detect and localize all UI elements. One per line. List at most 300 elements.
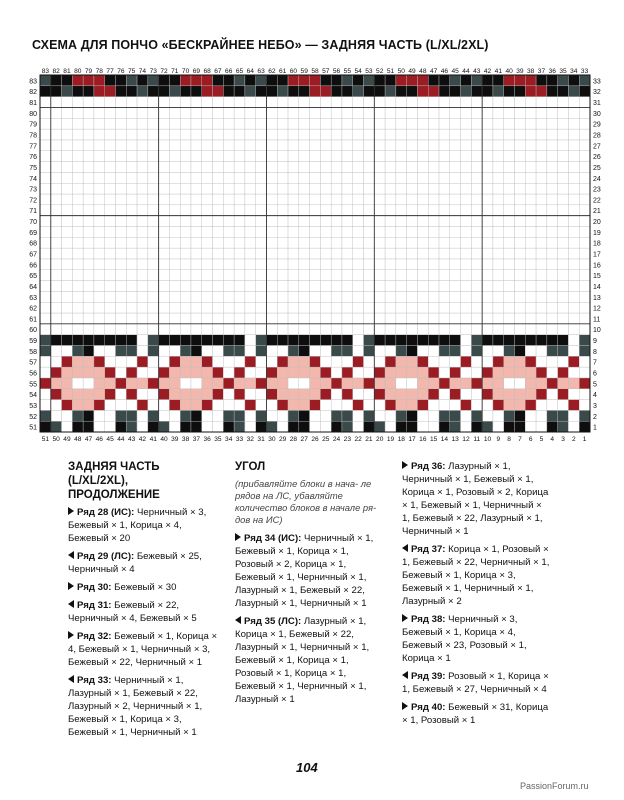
chart-cell	[202, 86, 213, 97]
chart-cell	[245, 367, 256, 378]
chart-cell	[407, 356, 418, 367]
chart-cell	[223, 367, 234, 378]
chart-cell	[126, 129, 137, 140]
chart-cell	[105, 140, 116, 151]
chart-cell	[94, 367, 105, 378]
chart-cell	[515, 345, 526, 356]
chart-cell	[234, 367, 245, 378]
chart-cell	[504, 237, 515, 248]
chart-cell	[364, 226, 375, 237]
chart-cell	[482, 107, 493, 118]
chart-cell	[148, 140, 159, 151]
chart-cell	[288, 389, 299, 400]
row-text: Бежевый × 1, Корица × 4, Бежевый × 1, Черничный × 3, Бежевый × 22, Черничный × 1	[68, 631, 218, 668]
chart-cell	[310, 140, 321, 151]
chart-cell	[40, 151, 51, 162]
chart-cell	[137, 259, 148, 270]
chart-cell	[439, 75, 450, 86]
chart-cell	[342, 313, 353, 324]
chart-cell	[450, 302, 461, 313]
chart-cell	[51, 421, 62, 432]
chart-cell	[202, 335, 213, 346]
chart-cell	[461, 107, 472, 118]
chart-cell	[234, 335, 245, 346]
row-label-right: 29	[593, 121, 601, 129]
chart-cell	[568, 356, 579, 367]
chart-cell	[40, 194, 51, 205]
chart-cell	[62, 129, 73, 140]
chart-cell	[256, 270, 267, 281]
chart-cell	[169, 129, 180, 140]
row-label-right: 33	[593, 78, 601, 86]
chart-cell	[180, 356, 191, 367]
chart-cell	[558, 205, 569, 216]
chart-cell	[115, 216, 126, 227]
chart-cell	[353, 140, 364, 151]
chart-cell	[579, 291, 590, 302]
chart-cell	[471, 118, 482, 129]
chart-cell	[374, 248, 385, 259]
chart-cell	[493, 118, 504, 129]
col-label-top: 57	[322, 68, 330, 75]
chart-cell	[417, 410, 428, 421]
chart-cell	[94, 237, 105, 248]
chart-cell	[525, 237, 536, 248]
chart-cell	[450, 421, 461, 432]
chart-cell	[72, 118, 83, 129]
chart-cell	[428, 345, 439, 356]
chart-cell	[331, 237, 342, 248]
chart-cell	[515, 129, 526, 140]
chart-cell	[536, 356, 547, 367]
chart-cell	[331, 345, 342, 356]
chart-cell	[331, 356, 342, 367]
chart-cell	[439, 378, 450, 389]
chart-cell	[374, 378, 385, 389]
chart-cell	[137, 140, 148, 151]
chart-cell	[191, 75, 202, 86]
chart-cell	[126, 75, 137, 86]
col-label-top: 47	[429, 68, 438, 75]
chart-cell	[94, 248, 105, 259]
chart-cell	[159, 270, 170, 281]
chart-cell	[515, 302, 526, 313]
chart-cell	[83, 205, 94, 216]
chart-cell	[515, 410, 526, 421]
chart-cell	[223, 291, 234, 302]
chart-cell	[547, 356, 558, 367]
chart-cell	[105, 205, 116, 216]
chart-cell	[51, 205, 62, 216]
chart-cell	[385, 291, 396, 302]
chart-cell	[579, 410, 590, 421]
chart-cell	[126, 205, 137, 216]
row-label-right: 7	[593, 359, 597, 367]
chart-cell	[159, 335, 170, 346]
chart-cell	[493, 421, 504, 432]
chart-cell	[299, 97, 310, 108]
chart-cell	[115, 86, 126, 97]
row-label-right: 14	[593, 283, 601, 291]
chart-cell	[536, 302, 547, 313]
chart-cell	[353, 248, 364, 259]
chart-cell	[51, 291, 62, 302]
chart-cell	[493, 345, 504, 356]
chart-cell	[234, 183, 245, 194]
chart-cell	[148, 237, 159, 248]
chart-cell	[439, 410, 450, 421]
chart-cell	[148, 162, 159, 173]
chart-cell	[126, 335, 137, 346]
chart-cell	[428, 270, 439, 281]
chart-cell	[353, 356, 364, 367]
chart-cell	[364, 313, 375, 324]
chart-cell	[320, 281, 331, 292]
chart-cell	[374, 75, 385, 86]
chart-cell	[299, 248, 310, 259]
chart-cell	[493, 205, 504, 216]
chart-cell	[417, 151, 428, 162]
chart-cell	[159, 118, 170, 129]
chart-cell	[105, 162, 116, 173]
chart-cell	[320, 302, 331, 313]
chart-cell	[288, 356, 299, 367]
chart-cell	[558, 129, 569, 140]
chart-cell	[310, 313, 321, 324]
chart-cell	[266, 216, 277, 227]
chart-cell	[202, 400, 213, 411]
chart-cell	[180, 237, 191, 248]
chart-cell	[299, 172, 310, 183]
instruction-row	[68, 630, 218, 669]
chart-cell	[169, 281, 180, 292]
chart-cell	[525, 226, 536, 237]
chart-cell	[234, 140, 245, 151]
chart-cell	[223, 302, 234, 313]
chart-cell	[40, 118, 51, 129]
chart-cell	[450, 151, 461, 162]
chart-cell	[310, 172, 321, 183]
chart-cell	[191, 162, 202, 173]
chart-cell	[568, 118, 579, 129]
chart-cell	[245, 216, 256, 227]
chart-cell	[191, 107, 202, 118]
chart-cell	[256, 248, 267, 259]
chart-cell	[245, 226, 256, 237]
chart-cell	[353, 410, 364, 421]
chart-cell	[320, 367, 331, 378]
chart-cell	[180, 216, 191, 227]
chart-cell	[396, 162, 407, 173]
chart-cell	[331, 140, 342, 151]
chart-cell	[385, 313, 396, 324]
chart-cell	[385, 259, 396, 270]
chart-cell	[450, 410, 461, 421]
chart-cell	[105, 194, 116, 205]
chart-cell	[202, 172, 213, 183]
chart-cell	[266, 335, 277, 346]
chart-cell	[547, 270, 558, 281]
chart-cell	[428, 216, 439, 227]
chart-cell	[482, 410, 493, 421]
chart-cell	[493, 302, 504, 313]
chart-cell	[353, 400, 364, 411]
chart-cell	[105, 226, 116, 237]
chart-cell	[266, 378, 277, 389]
chart-cell	[417, 291, 428, 302]
chart-cell	[266, 410, 277, 421]
chart-cell	[385, 86, 396, 97]
chart-cell	[450, 205, 461, 216]
chart-cell	[202, 248, 213, 259]
chart-cell	[439, 140, 450, 151]
chart-cell	[310, 410, 321, 421]
chart-cell	[213, 162, 224, 173]
chart-cell	[353, 75, 364, 86]
chart-cell	[331, 129, 342, 140]
chart-cell	[515, 162, 526, 173]
chart-cell	[547, 345, 558, 356]
chart-cell	[277, 140, 288, 151]
chart-cell	[83, 410, 94, 421]
chart-cell	[482, 345, 493, 356]
chart-cell	[568, 281, 579, 292]
col-label-top: 60	[289, 68, 298, 75]
chart-cell	[568, 324, 579, 335]
chart-cell	[245, 194, 256, 205]
chart-cell	[417, 205, 428, 216]
chart-cell	[547, 226, 558, 237]
chart-cell	[428, 183, 439, 194]
chart-cell	[320, 140, 331, 151]
col-label-bottom: 51	[41, 436, 50, 443]
row-label: Ряд 28 (ИС):	[77, 507, 135, 518]
chart-cell	[439, 248, 450, 259]
chart-cell	[515, 194, 526, 205]
chart-cell	[364, 378, 375, 389]
chart-cell	[417, 183, 428, 194]
col-label-bottom: 32	[246, 436, 254, 443]
chart-cell	[482, 97, 493, 108]
col-label-bottom: 36	[203, 436, 211, 443]
chart-cell	[159, 421, 170, 432]
chart-cell	[83, 367, 94, 378]
chart-cell	[148, 302, 159, 313]
chart-cell	[547, 194, 558, 205]
chart-cell	[83, 107, 94, 118]
chart-cell	[342, 400, 353, 411]
col-label-top: 75	[127, 68, 136, 75]
chart-cell	[385, 281, 396, 292]
chart-cell	[202, 270, 213, 281]
col-label-bottom: 13	[451, 436, 459, 443]
chart-cell	[471, 270, 482, 281]
chart-cell	[439, 237, 450, 248]
chart-cell	[320, 172, 331, 183]
chart-cell	[51, 389, 62, 400]
chart-cell	[245, 259, 256, 270]
chart-cell	[417, 313, 428, 324]
chart-cell	[568, 194, 579, 205]
chart-cell	[374, 367, 385, 378]
chart-cell	[568, 400, 579, 411]
chart-cell	[353, 172, 364, 183]
chart-cell	[266, 421, 277, 432]
chart-cell	[299, 291, 310, 302]
chart-cell	[137, 302, 148, 313]
chart-cell	[62, 183, 73, 194]
chart-cell	[234, 226, 245, 237]
chart-cell	[72, 324, 83, 335]
chart-cell	[536, 345, 547, 356]
chart-cell	[482, 140, 493, 151]
row-label-left: 73	[29, 186, 37, 194]
chart-cell	[159, 313, 170, 324]
row-label: Ряд 33:	[77, 675, 112, 686]
col-label-top: 38	[527, 68, 535, 75]
chart-cell	[245, 107, 256, 118]
chart-cell	[504, 162, 515, 173]
row-text: Бежевый × 25, Черничный × 4	[68, 551, 202, 575]
chart-cell	[62, 335, 73, 346]
chart-cell	[568, 226, 579, 237]
chart-cell	[450, 194, 461, 205]
chart-cell	[159, 162, 170, 173]
chart-cell	[105, 356, 116, 367]
chart-cell	[579, 367, 590, 378]
row-label-left: 53	[29, 402, 37, 410]
chart-cell	[558, 356, 569, 367]
chart-cell	[72, 216, 83, 227]
chart-cell	[536, 248, 547, 259]
chart-cell	[547, 216, 558, 227]
chart-cell	[493, 86, 504, 97]
chart-cell	[191, 281, 202, 292]
chart-cell	[94, 378, 105, 389]
chart-cell	[299, 162, 310, 173]
chart-cell	[277, 345, 288, 356]
chart-cell	[234, 270, 245, 281]
chart-cell	[471, 389, 482, 400]
chart-cell	[364, 324, 375, 335]
chart-cell	[126, 118, 137, 129]
chart-cell	[62, 248, 73, 259]
row-label-right: 32	[593, 89, 601, 97]
chart-cell	[266, 118, 277, 129]
chart-cell	[579, 270, 590, 281]
chart-cell	[461, 97, 472, 108]
chart-cell	[180, 86, 191, 97]
chart-cell	[515, 151, 526, 162]
chart-cell	[256, 389, 267, 400]
chart-cell	[461, 118, 472, 129]
col-label-top: 41	[494, 68, 503, 75]
chart-cell	[493, 324, 504, 335]
chart-cell	[310, 259, 321, 270]
row-label-left: 71	[29, 208, 37, 216]
chart-cell	[180, 205, 191, 216]
chart-cell	[493, 356, 504, 367]
chart-cell	[288, 118, 299, 129]
chart-cell	[515, 378, 526, 389]
chart-cell	[148, 151, 159, 162]
chart-cell	[115, 345, 126, 356]
chart-cell	[536, 162, 547, 173]
chart-cell	[83, 97, 94, 108]
col-label-top: 83	[41, 68, 50, 75]
chart-cell	[374, 302, 385, 313]
chart-cell	[169, 410, 180, 421]
chart-cell	[94, 107, 105, 118]
chart-cell	[213, 291, 224, 302]
chart-cell	[159, 172, 170, 183]
chart-cell	[450, 216, 461, 227]
chart-cell	[364, 410, 375, 421]
chart-cell	[180, 335, 191, 346]
chart-cell	[374, 335, 385, 346]
arrow-left-icon	[68, 600, 74, 608]
chart-cell	[180, 313, 191, 324]
chart-cell	[202, 107, 213, 118]
chart-cell	[342, 237, 353, 248]
chart-cell	[126, 356, 137, 367]
chart-cell	[331, 281, 342, 292]
chart-cell	[439, 172, 450, 183]
chart-cell	[536, 172, 547, 183]
row-label-right: 18	[593, 240, 601, 248]
chart-cell	[493, 75, 504, 86]
chart-cell	[159, 302, 170, 313]
chart-cell	[94, 259, 105, 270]
chart-cell	[234, 302, 245, 313]
chart-cell	[407, 107, 418, 118]
chart-cell	[223, 237, 234, 248]
chart-cell	[137, 313, 148, 324]
col-label-bottom: 49	[63, 436, 71, 443]
chart-cell	[234, 345, 245, 356]
chart-cell	[169, 302, 180, 313]
chart-cell	[234, 107, 245, 118]
chart-cell	[536, 400, 547, 411]
chart-cell	[62, 151, 73, 162]
chart-cell	[407, 281, 418, 292]
col-label-top: 58	[311, 68, 319, 75]
chart-cell	[364, 400, 375, 411]
chart-cell	[428, 324, 439, 335]
chart-cell	[256, 259, 267, 270]
chart-cell	[536, 367, 547, 378]
chart-cell	[385, 270, 396, 281]
chart-cell	[320, 345, 331, 356]
chart-cell	[126, 302, 137, 313]
chart-cell	[331, 226, 342, 237]
chart-cell	[94, 129, 105, 140]
chart-cell	[396, 302, 407, 313]
chart-cell	[515, 226, 526, 237]
chart-cell	[169, 86, 180, 97]
chart-cell	[105, 324, 116, 335]
chart-cell	[320, 151, 331, 162]
chart-cell	[407, 410, 418, 421]
chart-cell	[525, 205, 536, 216]
chart-cell	[223, 389, 234, 400]
col-label-bottom: 39	[171, 436, 179, 443]
chart-cell	[374, 129, 385, 140]
chart-cell	[515, 237, 526, 248]
chart-cell	[353, 237, 364, 248]
chart-cell	[547, 313, 558, 324]
chart-cell	[417, 118, 428, 129]
